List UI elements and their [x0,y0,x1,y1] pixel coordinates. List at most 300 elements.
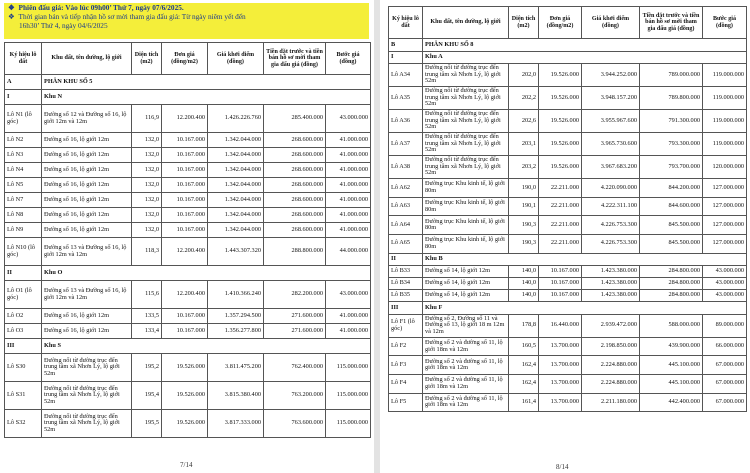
lot-area: 132,0 [132,148,162,163]
lot-area: 195,4 [132,382,162,410]
unit-price: 22.211.000 [539,216,582,235]
deposit-amount: 268.600.000 [264,208,326,223]
table-row [389,110,747,133]
lot-code: Lô A37 [389,133,423,156]
table-row [5,163,371,178]
column-header: Ký hiệu lô đất [389,7,423,39]
unit-price: 12.200.400 [162,238,208,266]
lot-location: Đường trục Khu kinh tế, lộ giới 80m [423,234,509,253]
lot-area: 140,0 [509,266,539,278]
section-row [5,75,371,90]
price-step: 41.000.000 [326,148,371,163]
deposit-amount: 445.100.000 [640,356,703,375]
deposit-amount: 268.600.000 [264,223,326,238]
section-row [5,266,371,281]
column-header: Diện tích (m2) [509,7,539,39]
unit-price: 10.167.000 [162,309,208,324]
lot-code: Lô A35 [389,87,423,110]
table-row [5,382,371,410]
price-step: 44.000.000 [326,238,371,266]
unit-price: 13.700.000 [539,393,582,412]
deposit-amount: 271.600.000 [264,324,326,339]
starting-price: 1.342.044.000 [208,178,264,193]
lot-location: Đường số 2 và đường số 11, lộ giới 18m và 12m [423,337,509,356]
starting-price: 3.967.683.200 [582,156,640,179]
unit-price: 16.440.000 [539,314,582,337]
unit-price: 10.167.000 [162,223,208,238]
section-title: Khu O [42,266,371,281]
lot-location: Đường số 2 và đường số 11, lộ giới 18m và 12m [423,356,509,375]
price-step: 43.000.000 [703,290,747,302]
starting-price: 1.443.307.320 [208,238,264,266]
starting-price: 1.342.044.000 [208,193,264,208]
lot-location: Đường số 13 và Đường số 16, lộ giới 12m và 12m [42,238,132,266]
starting-price: 2.224.880.000 [582,356,640,375]
lot-area: 118,3 [132,238,162,266]
starting-price: 1.342.044.000 [208,223,264,238]
lot-code: Lô N10 (lô góc) [5,238,42,266]
deposit-amount: 268.600.000 [264,133,326,148]
lot-location: Đường số 16, lộ giới 12m [42,178,132,193]
table-row [389,216,747,235]
lot-location: Đường số 2 và đường số 11, lộ giới 18m và 12m [423,393,509,412]
table-row [5,324,371,339]
starting-price: 1.356.277.800 [208,324,264,339]
deposit-amount: 844.600.000 [640,197,703,216]
starting-price: 1.426.226.760 [208,105,264,133]
lot-area: 202,6 [509,110,539,133]
price-step: 120.000.000 [703,156,747,179]
starting-price: 1.342.044.000 [208,208,264,223]
section-title: Khu N [42,90,371,105]
lot-code: Lô S30 [5,354,42,382]
starting-price: 1.342.044.000 [208,148,264,163]
lot-location: Đường nối từ đường trục đến trung tâm xã Nhơn Lý, lộ giới 52m [42,382,132,410]
lot-code: Lô N4 [5,163,42,178]
price-step: 41.000.000 [326,324,371,339]
lot-code: Lô B33 [389,266,423,278]
lot-area: 162,4 [509,356,539,375]
lot-location: Đường số 12 và Đường số 16, lộ giới 12m và 12m [42,105,132,133]
section-title: Khu S [42,339,371,354]
unit-price: 19.526.000 [162,354,208,382]
deposit-amount: 439.900.000 [640,337,703,356]
lot-code: Lô S31 [5,382,42,410]
lot-code: Lô N5 [5,178,42,193]
lot-area: 195,2 [132,354,162,382]
section-row [389,39,747,52]
deposit-amount: 763.200.000 [264,382,326,410]
column-header: Khu đất, tên đường, lộ giới [423,7,509,39]
diamond-bullet-icon: ❖ [8,3,15,12]
table-row [389,234,747,253]
starting-price: 1.342.044.000 [208,163,264,178]
lot-code: Lô N1 (lô góc) [5,105,42,133]
section-title: Khu A [423,51,747,64]
unit-price: 10.167.000 [162,193,208,208]
lot-location: Đường nối từ đường trục đến trung tâm xã Nhơn Lý, lộ giới 52m [423,110,509,133]
section-code: I [389,51,423,64]
lot-area: 133,5 [132,309,162,324]
unit-price: 19.526.000 [539,64,582,87]
lot-code: Lô N2 [5,133,42,148]
right-lot-table [388,6,747,412]
lot-area: 162,4 [509,374,539,393]
price-step: 43.000.000 [703,266,747,278]
unit-price: 10.167.000 [539,266,582,278]
starting-price: 3.948.157.200 [582,87,640,110]
lot-location: Đường số 16, lộ giới 12m [42,223,132,238]
lot-code: Lô N9 [5,223,42,238]
starting-price: 1.423.380.000 [582,290,640,302]
page-number: 8/14 [556,463,569,471]
starting-price: 1.342.044.000 [208,133,264,148]
starting-price: 2.211.180.000 [582,393,640,412]
lot-area: 190,1 [509,197,539,216]
lot-code: Lô F4 [389,374,423,393]
starting-price: 3.815.380.400 [208,382,264,410]
lot-area: 161,4 [509,393,539,412]
section-code: A [5,75,42,90]
column-header: Giá khởi điểm (đồng) [208,43,264,75]
unit-price: 19.526.000 [539,87,582,110]
lot-code: Lô A64 [389,216,423,235]
starting-price: 3.811.475.200 [208,354,264,382]
unit-price: 13.700.000 [539,374,582,393]
deposit-amount: 762.400.000 [264,354,326,382]
starting-price: 4.222.311.100 [582,197,640,216]
starting-price: 2.939.472.000 [582,314,640,337]
lot-location: Đường trục Khu kinh tế, lộ giới 80m [423,216,509,235]
table-row [389,266,747,278]
unit-price: 10.167.000 [539,290,582,302]
diamond-bullet-icon: ❖ [8,12,15,21]
unit-price: 12.200.400 [162,105,208,133]
lot-area: 132,0 [132,178,162,193]
table-row [389,87,747,110]
starting-price: 1.410.366.240 [208,281,264,309]
unit-price: 10.167.000 [162,178,208,193]
column-header: Ký hiệu lô đất [5,43,42,75]
price-step: 41.000.000 [326,208,371,223]
unit-price: 10.167.000 [162,148,208,163]
table-row [389,393,747,412]
table-row [5,309,371,324]
price-step: 43.000.000 [326,281,371,309]
unit-price: 22.211.000 [539,179,582,198]
price-step: 43.000.000 [703,278,747,290]
starting-price: 4.220.090.000 [582,179,640,198]
lot-code: Lô O1 (lô góc) [5,281,42,309]
deposit-amount: 789.000.000 [640,64,703,87]
section-title: Khu B [423,253,747,266]
section-code: I [5,90,42,105]
unit-price: 10.167.000 [162,324,208,339]
lot-area: 133,4 [132,324,162,339]
unit-price: 10.167.000 [539,278,582,290]
column-header: Bước giá (đồng) [703,7,747,39]
lot-location: Đường số 14, lộ giới 12m [423,290,509,302]
column-header: Khu đất, tên đường, lộ giới [42,43,132,75]
starting-price: 4.226.753.300 [582,234,640,253]
price-step: 41.000.000 [326,178,371,193]
deposit-amount: 288.800.000 [264,238,326,266]
deposit-amount: 284.800.000 [640,266,703,278]
unit-price: 13.700.000 [539,337,582,356]
deposit-amount: 793.300.000 [640,133,703,156]
deposit-amount: 791.300.000 [640,110,703,133]
deposit-amount: 445.100.000 [640,374,703,393]
unit-price: 10.167.000 [162,208,208,223]
table-row [5,354,371,382]
price-step: 41.000.000 [326,193,371,208]
deposit-amount: 763.600.000 [264,410,326,438]
table-row [5,208,371,223]
lot-area: 140,0 [509,278,539,290]
deposit-amount: 845.500.000 [640,216,703,235]
page-right [380,0,750,473]
lot-area: 115,6 [132,281,162,309]
deposit-amount: 789.800.000 [640,87,703,110]
lot-area: 132,0 [132,208,162,223]
lot-area: 202,0 [509,64,539,87]
unit-price: 22.211.000 [539,234,582,253]
section-title: Khu F [423,302,747,315]
starting-price: 3.965.730.600 [582,133,640,156]
column-header: Đơn giá (đồng/m2) [162,43,208,75]
price-step: 127.000.000 [703,179,747,198]
column-header: Tiền đặt trước và tiền bán hồ sơ mời tham gia đấu giá (đồng) [640,7,703,39]
deposit-amount: 282.200.000 [264,281,326,309]
lot-location: Đường số 16, lộ giới 12m [42,193,132,208]
lot-area: 203,1 [509,133,539,156]
price-step: 41.000.000 [326,309,371,324]
lot-area: 190,3 [509,234,539,253]
table-row [389,156,747,179]
deposit-amount: 588.000.000 [640,314,703,337]
starting-price: 2.224.880.000 [582,374,640,393]
table-row [5,133,371,148]
price-step: 41.000.000 [326,223,371,238]
price-step: 115.000.000 [326,382,371,410]
table-row [389,290,747,302]
table-row [389,133,747,156]
lot-location: Đường số 16, lộ giới 12m [42,324,132,339]
section-row [389,51,747,64]
lot-code: Lô A62 [389,179,423,198]
price-step: 66.000.000 [703,337,747,356]
lot-location: Đường số 16, lộ giới 12m [42,133,132,148]
deposit-amount: 268.600.000 [264,178,326,193]
lot-code: Lô A63 [389,197,423,216]
page-number: 7/14 [180,461,193,469]
lot-area: 178,8 [509,314,539,337]
lot-code: Lô F1 (lô góc) [389,314,423,337]
table-row [389,314,747,337]
unit-price: 19.526.000 [539,156,582,179]
lot-location: Đường số 13 và Đường số 16, lộ giới 12m và 12m [42,281,132,309]
table-row [5,223,371,238]
lot-area: 160,5 [509,337,539,356]
lot-location: Đường nối từ đường trục đến trung tâm xã Nhơn Lý, lộ giới 52m [42,354,132,382]
unit-price: 12.200.400 [162,281,208,309]
starting-price: 3.955.967.600 [582,110,640,133]
section-code: II [389,253,423,266]
price-step: 67.000.000 [703,356,747,375]
price-step: 67.000.000 [703,374,747,393]
price-step: 115.000.000 [326,354,371,382]
unit-price: 10.167.000 [162,163,208,178]
table-row [389,179,747,198]
lot-code: Lô O3 [5,324,42,339]
section-row [5,339,371,354]
table-row [5,238,371,266]
lot-location: Đường nối từ đường trục đến trung tâm xã Nhơn Lý, lộ giới 52m [423,133,509,156]
section-row [5,90,371,105]
unit-price: 13.700.000 [539,356,582,375]
lot-area: 202,2 [509,87,539,110]
starting-price: 1.423.380.000 [582,278,640,290]
starting-price: 1.423.380.000 [582,266,640,278]
price-step: 119.000.000 [703,133,747,156]
table-row [5,193,371,208]
lot-code: Lô N3 [5,148,42,163]
notice-line-2: ❖ Thời gian bán và tiếp nhận hồ sơ mời tham gia đấu giá: Từ ngày niêm yết đến [8,12,246,21]
lot-location: Đường nối từ đường trục đến trung tâm xã Nhơn Lý, lộ giới 52m [423,156,509,179]
section-code: III [5,339,42,354]
lot-code: Lô F2 [389,337,423,356]
deposit-amount: 268.600.000 [264,148,326,163]
column-header: Diện tích (m2) [132,43,162,75]
section-code: II [5,266,42,281]
section-title: PHÂN KHU SỐ 8 [423,39,747,52]
table-row [5,105,371,133]
section-row [389,253,747,266]
auction-notice [4,3,369,39]
deposit-amount: 845.500.000 [640,234,703,253]
lot-area: 190,3 [509,216,539,235]
section-row [389,302,747,315]
unit-price: 19.526.000 [539,110,582,133]
deposit-amount: 793.700.000 [640,156,703,179]
lot-code: Lô B35 [389,290,423,302]
lot-area: 195,5 [132,410,162,438]
section-title: PHÂN KHU SỐ 5 [42,75,371,90]
deposit-amount: 268.600.000 [264,163,326,178]
section-code: B [389,39,423,52]
deposit-amount: 271.600.000 [264,309,326,324]
lot-location: Đường nối từ đường trục đến trung tâm xã Nhơn Lý, lộ giới 52m [423,64,509,87]
table-row [5,178,371,193]
starting-price: 3.817.333.000 [208,410,264,438]
lot-code: Lô A34 [389,64,423,87]
lot-code: Lô N7 [5,193,42,208]
notice-line-1: ❖ Phiên đấu giá: Vào lúc 09h00’ Thứ 7, ngày 07/6/2025. [8,3,184,12]
lot-code: Lô A65 [389,234,423,253]
price-step: 115.000.000 [326,410,371,438]
table-row [5,281,371,309]
lot-location: Đường số 2, Đường số 11 và Đường số 13, lộ giới 18 m 12m và 12m [423,314,509,337]
lot-area: 132,0 [132,133,162,148]
deposit-amount: 442.400.000 [640,393,703,412]
table-row [389,64,747,87]
price-step: 127.000.000 [703,197,747,216]
notice-line-3: 16h30’ Thứ 4, ngày 04/6/2025 [19,21,108,30]
table-row [389,356,747,375]
lot-location: Đường số 16, lộ giới 12m [42,148,132,163]
lot-code: Lô N8 [5,208,42,223]
table-row [389,278,747,290]
lot-location: Đường trục Khu kinh tế, lộ giới 80m [423,179,509,198]
column-header: Bước giá (đồng) [326,43,371,75]
table-row [389,374,747,393]
lot-area: 132,0 [132,193,162,208]
column-header: Đơn giá (đồng/m2) [539,7,582,39]
lot-area: 190,0 [509,179,539,198]
table-row [5,148,371,163]
lot-location: Đường số 16, lộ giới 12m [42,208,132,223]
lot-area: 132,0 [132,223,162,238]
lot-location: Đường số 2 và đường số 11, lộ giới 18m và 12m [423,374,509,393]
deposit-amount: 285.400.000 [264,105,326,133]
price-step: 127.000.000 [703,216,747,235]
price-step: 41.000.000 [326,133,371,148]
price-step: 89.000.000 [703,314,747,337]
section-code: III [389,302,423,315]
page-left [0,0,374,473]
lot-location: Đường số 14, lộ giới 12m [423,278,509,290]
unit-price: 19.526.000 [539,133,582,156]
lot-code: Lô S32 [5,410,42,438]
price-step: 127.000.000 [703,234,747,253]
price-step: 43.000.000 [326,105,371,133]
deposit-amount: 844.200.000 [640,179,703,198]
lot-location: Đường số 16, lộ giới 12m [42,163,132,178]
price-step: 119.000.000 [703,64,747,87]
price-step: 119.000.000 [703,110,747,133]
price-step: 41.000.000 [326,163,371,178]
lot-code: Lô A36 [389,110,423,133]
lot-location: Đường trục Khu kinh tế, lộ giới 80m [423,197,509,216]
column-header: Giá khởi điểm (đồng) [582,7,640,39]
starting-price: 4.226.753.300 [582,216,640,235]
price-step: 67.000.000 [703,393,747,412]
unit-price: 19.526.000 [162,382,208,410]
lot-location: Đường nối từ đường trục đến trung tâm xã Nhơn Lý, lộ giới 52m [423,87,509,110]
lot-code: Lô F3 [389,356,423,375]
column-header: Tiền đặt trước và tiền bán hồ sơ mời tham gia đấu giá (đồng) [264,43,326,75]
price-step: 119.000.000 [703,87,747,110]
starting-price: 1.357.294.500 [208,309,264,324]
table-row [389,337,747,356]
lot-code: Lô O2 [5,309,42,324]
lot-code: Lô A38 [389,156,423,179]
left-lot-table [4,42,371,438]
unit-price: 19.526.000 [162,410,208,438]
table-row [5,410,371,438]
deposit-amount: 284.800.000 [640,278,703,290]
deposit-amount: 268.600.000 [264,193,326,208]
lot-area: 132,0 [132,163,162,178]
table-row [389,197,747,216]
unit-price: 10.167.000 [162,133,208,148]
lot-code: Lô F5 [389,393,423,412]
lot-code: Lô B34 [389,278,423,290]
unit-price: 22.211.000 [539,197,582,216]
starting-price: 2.198.850.000 [582,337,640,356]
lot-location: Đường số 16, lộ giới 12m [42,309,132,324]
deposit-amount: 284.800.000 [640,290,703,302]
